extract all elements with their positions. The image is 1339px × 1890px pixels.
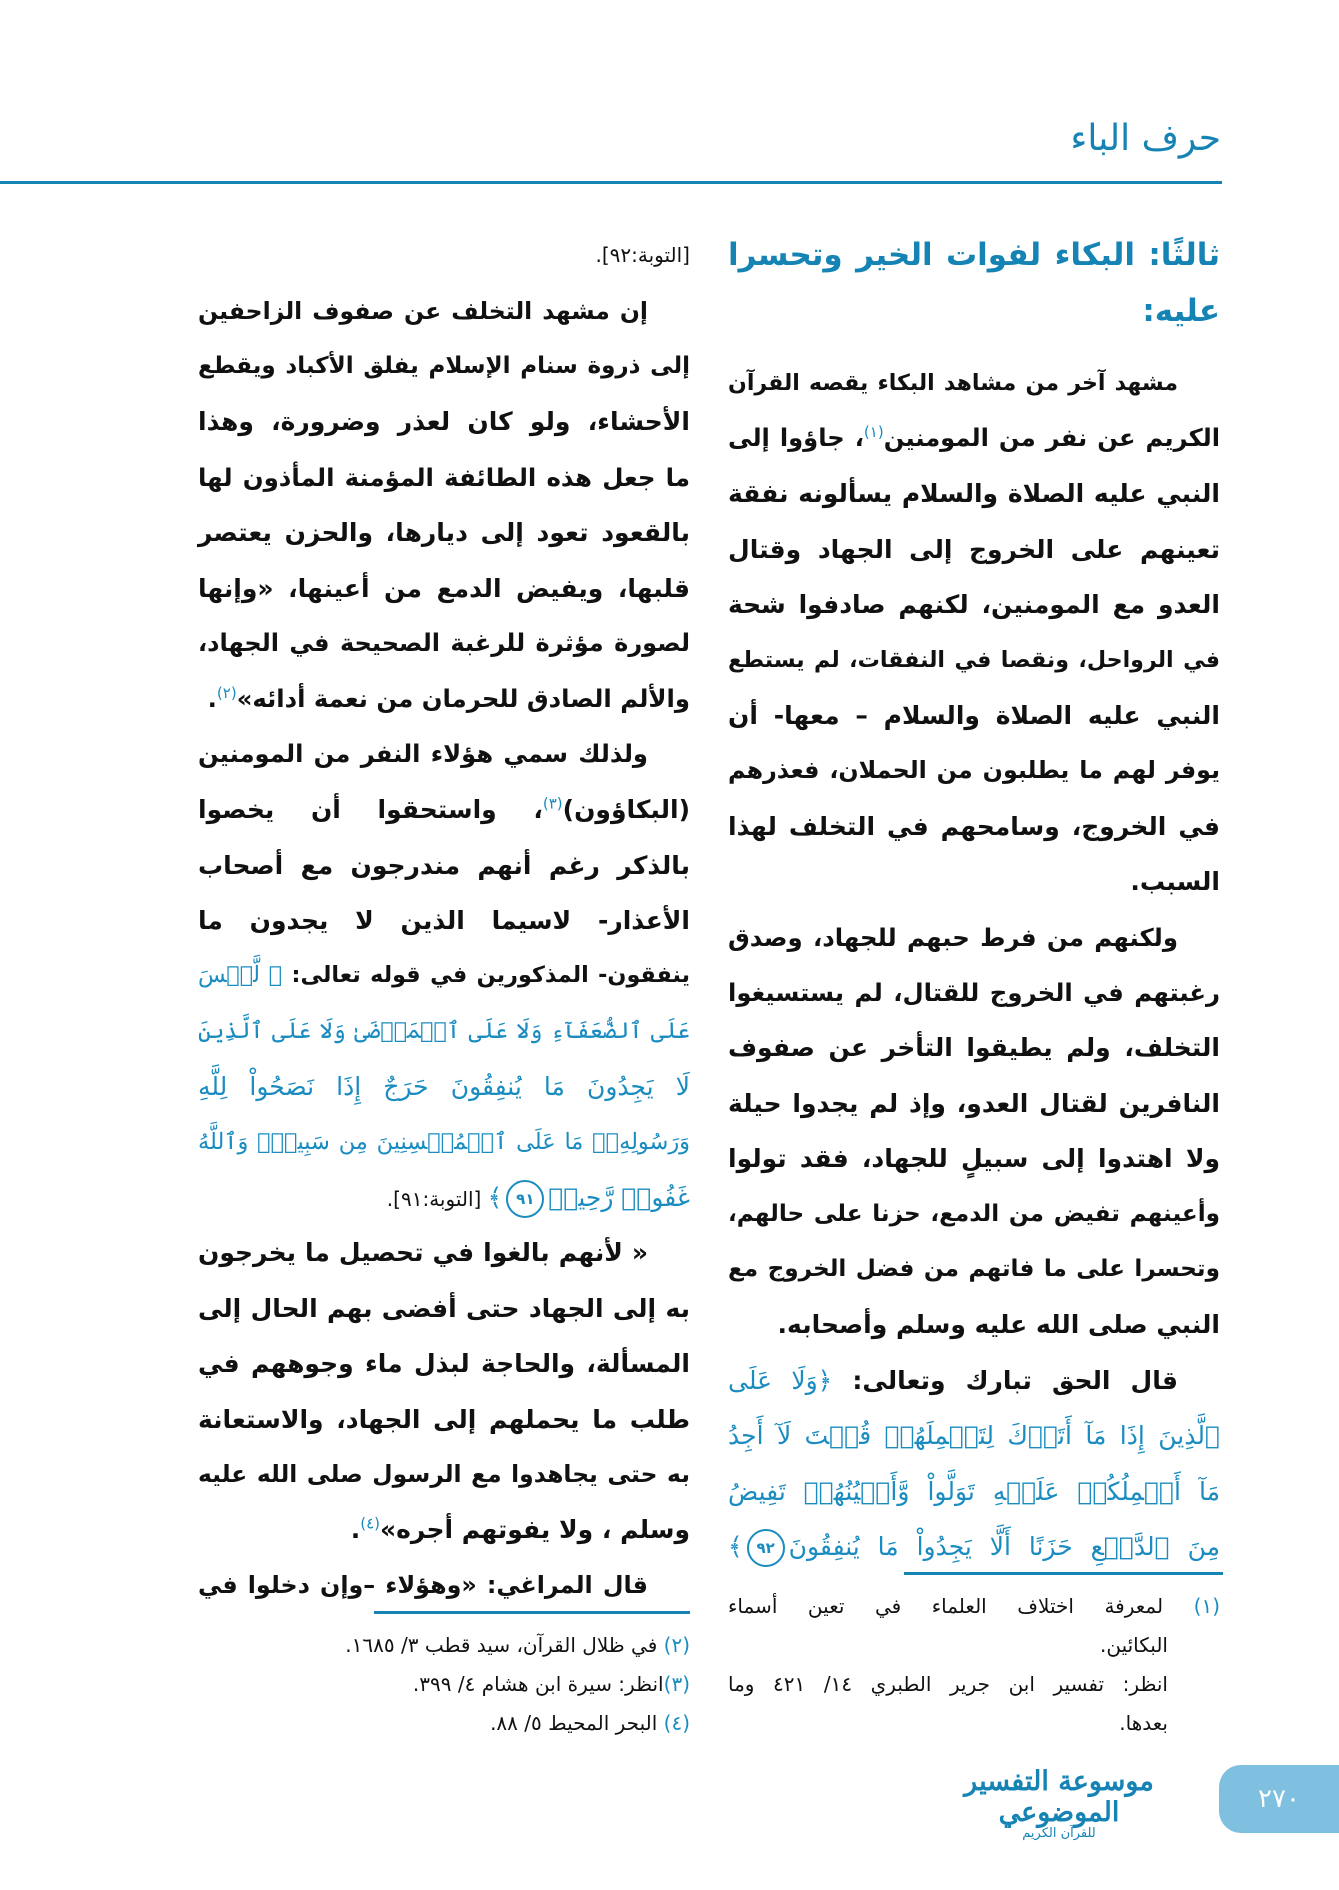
quran-text: مِنَ ٱلدَّمۡعِ حَزَنًا أَلَّا يَجِدُواْ مَا يُنفِقُونَ — [788, 1531, 1220, 1561]
line-text: البكائين. — [1099, 1633, 1168, 1657]
text-line — [728, 688, 1220, 743]
line-text: والألم الصادق للحرمان من نعمة أدائه» — [236, 684, 690, 714]
footnote-line — [198, 1665, 690, 1703]
line-text: إن مشهد التخلف عن صفوف الزاحفين — [198, 296, 648, 325]
text-line — [728, 356, 1220, 411]
line-text: وسلم ، ولا يفوتهم أجره» — [380, 1515, 690, 1545]
text-line — [728, 411, 1220, 466]
text-line — [198, 1336, 690, 1391]
text-line — [198, 339, 690, 394]
line-text: « لأنهم بالغوا في تحصيل ما يخرجون — [198, 1238, 648, 1268]
line-text: به إلى الجهاد حتى أفضى بهم الحال إلى — [198, 1293, 690, 1323]
text-line — [198, 893, 690, 948]
text-line — [198, 948, 690, 1003]
line-text: ولكنهم من فرط حبهم للجهاد، وصدق — [728, 922, 1178, 952]
footnote-line — [728, 1704, 1220, 1742]
logo-subtitle: للقرآن الكريم — [1022, 1826, 1096, 1841]
text-line — [198, 561, 690, 616]
line-text: يوفر لهم ما يطلبون من الحملان، فعذرهم — [728, 756, 1220, 785]
line-text: الأحشاء، ولو كان لعذر وضرورة، وهذا — [198, 407, 690, 437]
text-line — [728, 743, 1220, 798]
text-line — [198, 505, 690, 560]
text-line — [198, 1004, 690, 1059]
text-line — [728, 1408, 1220, 1463]
line-text: قلبها، ويفيض الدمع من أعينها، «وإنها — [198, 573, 690, 603]
text-line — [728, 1297, 1220, 1352]
chapter-title: حرف الباء — [1070, 118, 1221, 159]
line-text: بالقعود تعود إلى ديارها، والحزن يعتصر — [198, 518, 690, 548]
verse-number-marker: ٩١ — [506, 1180, 544, 1218]
quran-text: عَلَى ٱلضُّعَفَآءِ وَلَا عَلَى ٱلۡمَرۡضَىٰ وَلَا عَلَى ٱلَّذِينَ — [198, 1017, 690, 1044]
text-line — [198, 450, 690, 505]
text-line — [198, 671, 690, 726]
text-line — [198, 1170, 690, 1225]
footnote-line — [198, 1704, 690, 1742]
text-line — [198, 1558, 690, 1613]
line-text: في الخروج، وسامحهم في التخلف لهذا — [728, 811, 1220, 841]
footnote-number: (١) — [1193, 1594, 1220, 1618]
quran-text: مَآ أَحۡمِلُكُمۡ عَلَيۡهِ تَوَلَّواْ وَّأَعۡيُنُهُمۡ تَفِيضُ — [728, 1476, 1220, 1506]
line-text: . — [350, 1515, 361, 1545]
footnote-line — [728, 1626, 1220, 1664]
text-line — [728, 1076, 1220, 1131]
line-text: ، واستحقوا أن يخصوا — [198, 795, 543, 825]
line-text: رغبتهم في الخروج للقتال، لم يستسيغوا — [728, 977, 1220, 1007]
line-text: بعدها. — [1119, 1711, 1168, 1735]
line-text: إلى ذروة سنام الإسلام يفلق الأكباد ويقطع — [198, 352, 690, 379]
text-line — [728, 1020, 1220, 1075]
footnote-number: (٢) — [663, 1633, 690, 1657]
quran-text: ﴿وَلَا عَلَى — [728, 1365, 833, 1395]
text-line — [198, 1502, 690, 1557]
line-text: (البكاؤون) — [562, 795, 690, 825]
text-line — [728, 1187, 1220, 1242]
text-line — [728, 799, 1220, 854]
line-text: النافرين لقتال العدو، وإذ لم يجدوا حيلة — [728, 1088, 1220, 1118]
text-line — [198, 838, 690, 893]
line-text: ولا اهتدوا إلى سبيلٍ للجهاد، فقد تولوا — [728, 1144, 1220, 1174]
text-line — [728, 577, 1220, 632]
text-line — [728, 965, 1220, 1020]
header-divider — [0, 181, 1222, 184]
text-line — [198, 1281, 690, 1336]
line-text: [التوبة:٩٢]. — [595, 243, 690, 267]
text-line — [198, 284, 690, 339]
line-text: . — [207, 684, 217, 714]
quran-text: لَا يَجِدُونَ مَا يُنفِقُونَ حَرَجٌ إِذَا نَصَحُواْ لِلَّهِ — [198, 1072, 690, 1102]
text-line — [728, 522, 1220, 577]
line-text: تعينهم على الخروج إلى الجهاد وقتال — [728, 534, 1220, 564]
quran-text: ﴿ لَّيۡسَ — [198, 962, 283, 989]
text-line — [198, 1225, 690, 1280]
footnote-line — [728, 1587, 1220, 1625]
quran-text: ﴾ — [728, 1531, 743, 1561]
quran-text: غَفُورٞ رَّحِيمٞ — [548, 1182, 690, 1212]
line-text: انظر: تفسير ابن جرير الطبري ١٤/ ٤٢١ وما — [728, 1672, 1168, 1696]
text-line — [728, 1519, 1220, 1574]
verse-reference — [198, 236, 690, 274]
footnote-marker[interactable]: (٢) — [216, 684, 237, 703]
footnote-line — [728, 1665, 1220, 1703]
line-text: النبي عليه الصلاة والسلام يسألونه نفقة — [728, 479, 1220, 509]
text-line — [198, 616, 690, 671]
line-text: ، جاؤوا إلى — [728, 423, 864, 452]
footnote-number: (٣) — [663, 1672, 690, 1696]
line-text: المسألة، والحاجة لبذل ماء وجوههم في — [198, 1349, 690, 1379]
encyclopedia-logo — [935, 1766, 1183, 1841]
text-line — [198, 1115, 690, 1170]
line-text: الأعذار- لاسيما الذين لا يجدون ما — [198, 905, 690, 935]
footnote-marker[interactable]: (٤) — [360, 1514, 380, 1533]
logo-title: موسوعة التفسير الموضوعي — [964, 1766, 1154, 1828]
footnote-number: (٤) — [663, 1711, 690, 1735]
line-text: قال المراغي: «وهؤلاء –وإن دخلوا في — [198, 1570, 648, 1599]
footnote-separator-right — [904, 1572, 1223, 1575]
verse-number-marker: ٩٢ — [747, 1529, 785, 1567]
text-line — [198, 1392, 690, 1447]
verse-reference: [التوبة:٩١]. — [386, 1186, 488, 1211]
footnote-marker[interactable]: (٣) — [542, 794, 563, 813]
line-text: السبب. — [1130, 867, 1220, 897]
text-line — [728, 1131, 1220, 1186]
line-text: لصورة مؤثرة للرغبة الصحيحة في الجهاد، — [198, 628, 690, 657]
line-text: البحر المحيط ٥/ ٨٨. — [490, 1711, 664, 1735]
text-line — [728, 1353, 1220, 1408]
text-line — [728, 1242, 1220, 1297]
line-text: الكريم عن نفر من المومنين — [883, 423, 1221, 452]
line-text: عليه: — [1142, 293, 1220, 329]
line-text: ما جعل هذه الطائفة المؤمنة المأذون لها — [198, 462, 690, 492]
line-text: النبي عليه الصلاة والسلام – معها- أن — [728, 700, 1220, 730]
line-text: التخلف، ولم يطيقوا التأخر عن صفوف — [728, 1033, 1220, 1063]
section-heading — [728, 227, 1220, 283]
line-text: وتحسرا على ما فاتهم من فضل الخروج مع — [728, 1255, 1220, 1282]
line-text: وأعينهم تفيض من الدمع، حزنا على حالهم، — [728, 1200, 1220, 1227]
text-line — [198, 1447, 690, 1502]
text-line — [198, 782, 690, 837]
footnote-marker[interactable]: (١) — [863, 422, 884, 441]
line-text: انظر: سيرة ابن هشام ٤/ ٣٩٩. — [412, 1672, 664, 1696]
line-text: به حتى يجاهدوا مع الرسول صلى الله عليه — [198, 1459, 690, 1488]
line-text: العدو مع المومنين، لكنهم صادفوا شحة — [728, 590, 1220, 620]
line-text: بالذكر رغم أنهم مندرجون مع أصحاب — [198, 850, 690, 880]
line-text: ولذلك سمي هؤلاء النفر من المومنين — [198, 739, 648, 768]
line-text: النبي صلى الله عليه وسلم وأصحابه. — [777, 1310, 1220, 1340]
text-line — [198, 394, 690, 449]
text-line — [728, 854, 1220, 909]
text-line — [198, 1059, 690, 1114]
line-text: لمعرفة اختلاف العلماء في تعين أسماء — [728, 1594, 1194, 1618]
text-line — [728, 910, 1220, 965]
text-line — [198, 727, 690, 782]
line-text: في الرواحل، ونقصا في النفقات، لم يستطع — [728, 646, 1220, 673]
line-text: قال الحق تبارك وتعالى: — [832, 1365, 1178, 1395]
line-text: ينفقون- المذكورين في قوله تعالى: — [282, 962, 690, 989]
text-line — [728, 466, 1220, 521]
line-text: مشهد آخر من مشاهد البكاء يقصه القرآن — [728, 370, 1178, 396]
footnote-separator-left — [374, 1611, 690, 1614]
text-line — [728, 1464, 1220, 1519]
section-heading — [728, 283, 1220, 339]
footnote-line — [198, 1626, 690, 1664]
quran-text: ٱلَّذِينَ إِذَا مَآ أَتَوۡكَ لِتَحۡمِلَهُمۡ قُلۡتَ لَآ أَجِدُ — [728, 1421, 1220, 1451]
text-line — [728, 633, 1220, 688]
line-text: طلب ما يحملهم إلى الجهاد، والاستعانة — [198, 1404, 690, 1434]
line-text: ثالثًا: البكاء لفوات الخير وتحسرا — [728, 237, 1220, 273]
quran-text: ﴾ — [487, 1182, 503, 1212]
quran-text: وَرَسُولِهِۦۚ مَا عَلَى ٱلۡمُحۡسِنِينَ مِن سَبِيلٖۚ وَٱللَّهُ — [198, 1128, 690, 1155]
page-number: ٢٧٠ — [1219, 1765, 1339, 1833]
line-text: في ظلال القرآن، سيد قطب ٣/ ١٦٨٥. — [345, 1633, 664, 1657]
